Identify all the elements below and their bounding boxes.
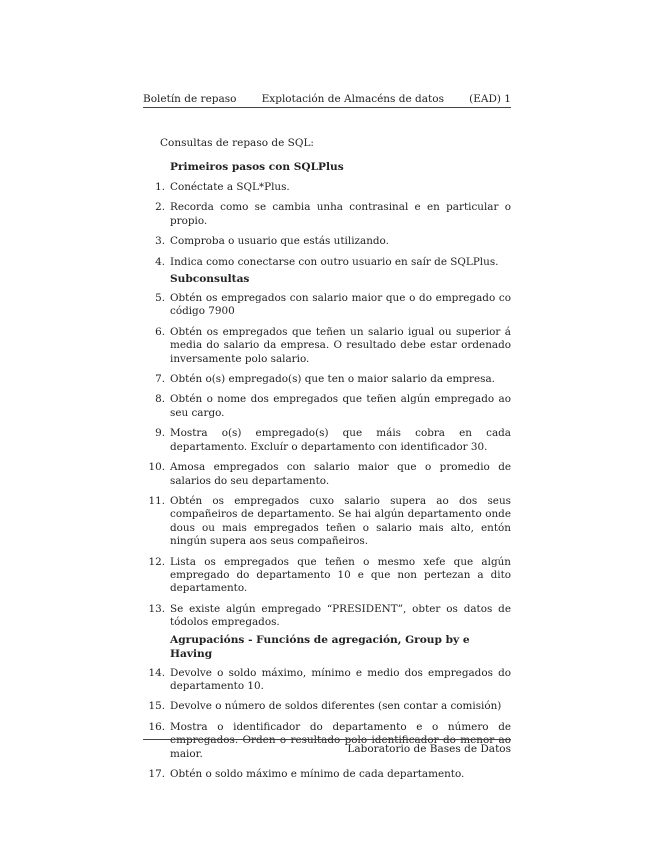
list-item: [143, 461, 511, 488]
item-text: Obtén o nome dos empregados que teñen algún empregado ao seu cargo.: [170, 393, 511, 419]
item-text: Recorda como se cambia unha contrasinal e en particular o propio.: [170, 201, 511, 227]
section-heading-agrupacions: Agrupacións - Funcións de agregación, Group by e Having: [170, 633, 470, 660]
list-item: [143, 393, 511, 420]
header-left: Boletín de repaso: [143, 93, 237, 105]
item-number: 11.: [148, 494, 165, 507]
item-text: Mostra o identificador do departamento e o número de empregados. Orden o resultado polo identificador do menor ao maior.: [170, 720, 511, 760]
list-item: [143, 201, 511, 228]
intro-text: Consultas de repaso de SQL:: [160, 137, 314, 149]
item-text: Obtén os empregados con salario maior que o do empregado co código 7900: [170, 292, 511, 318]
item-text: Obtén o soldo máximo e mínimo de cada departamento.: [170, 768, 465, 780]
item-text: Obtén os empregados que teñen un salario igual ou superior á media do salario da empresa. O resultado debe estar ordenado inversamente polo salario.: [170, 325, 511, 365]
header-rule: [143, 107, 511, 108]
item-text: Devolve o número de soldos diferentes (sen contar a comisión): [170, 700, 502, 713]
list-item: [143, 181, 511, 194]
footer-rule: [143, 739, 511, 740]
item-number: 8.: [155, 393, 165, 406]
item-number: 2.: [155, 201, 165, 214]
section-heading-subconsultas: Subconsultas: [170, 273, 250, 286]
list-item: [143, 235, 511, 248]
item-number: 12.: [148, 555, 165, 568]
item-number: 15.: [148, 700, 165, 713]
list-item: [143, 256, 511, 269]
item-number: 1.: [155, 181, 165, 193]
item-number: 3.: [155, 235, 165, 248]
page-footer: Laboratorio de Bases de Datos: [347, 743, 511, 755]
item-text: Obtén o(s) empregado(s) que ten o maior salario da empresa.: [170, 373, 495, 386]
section-heading-sqlplus: Primeiros pasos con SQLPlus: [170, 161, 344, 173]
list-item: [143, 495, 511, 549]
list-item: [143, 326, 511, 366]
item-text: Devolve o soldo máximo, mínimo e medio dos empregados do departamento 10.: [170, 666, 511, 692]
item-number: 5.: [155, 292, 165, 305]
header-right: (EAD) 1: [469, 93, 511, 105]
list-item: [143, 427, 511, 454]
list-item: [143, 700, 511, 713]
list-item: [143, 556, 511, 596]
item-number: 6.: [155, 325, 165, 338]
header-center: Explotación de Almacéns de datos: [261, 93, 444, 105]
item-text: Lista os empregados que teñen o mesmo xefe que algún empregado do departamento 10 e que non pertezan a dito departamento.: [170, 555, 511, 595]
list-item: [143, 292, 511, 319]
item-number: 9.: [155, 427, 165, 440]
item-number: 16.: [148, 720, 165, 733]
item-number: 4.: [155, 255, 165, 268]
item-number: 13.: [148, 602, 165, 615]
page-header: [143, 92, 511, 106]
item-text: Conéctate a SQL*Plus.: [170, 181, 290, 193]
item-number: 17.: [148, 768, 165, 780]
item-text: Mostra o(s) empregado(s) que máis cobra en cada departamento. Excluír o departamento con identificador 30.: [170, 427, 511, 453]
list-item: [143, 603, 511, 630]
item-text: Obtén os empregados cuxo salario supera ao dos seus compañeiros de departamento. Se hai algún departamento onde dous ou mais empregados teñen o salario mais alto, entón ningún supera aos seus compañeiros.: [170, 494, 511, 548]
exercise-list: [143, 160, 511, 781]
list-item: [143, 373, 511, 386]
item-text: Indica como conectarse con outro usuario en saír de SQLPlus.: [170, 255, 499, 268]
list-item: [143, 667, 511, 694]
item-number: 10.: [148, 461, 165, 474]
item-text: Amosa empregados con salario maior que o promedio de salarios do seu departamento.: [170, 461, 511, 487]
list-item: [143, 768, 511, 781]
item-number: 14.: [148, 666, 165, 679]
item-text: Se existe algún empregado “PRESIDENT”, obter os datos de tódolos empregados.: [170, 602, 511, 629]
item-text: Comproba o usuario que estás utilizando.: [170, 235, 389, 248]
item-number: 7.: [155, 373, 165, 386]
